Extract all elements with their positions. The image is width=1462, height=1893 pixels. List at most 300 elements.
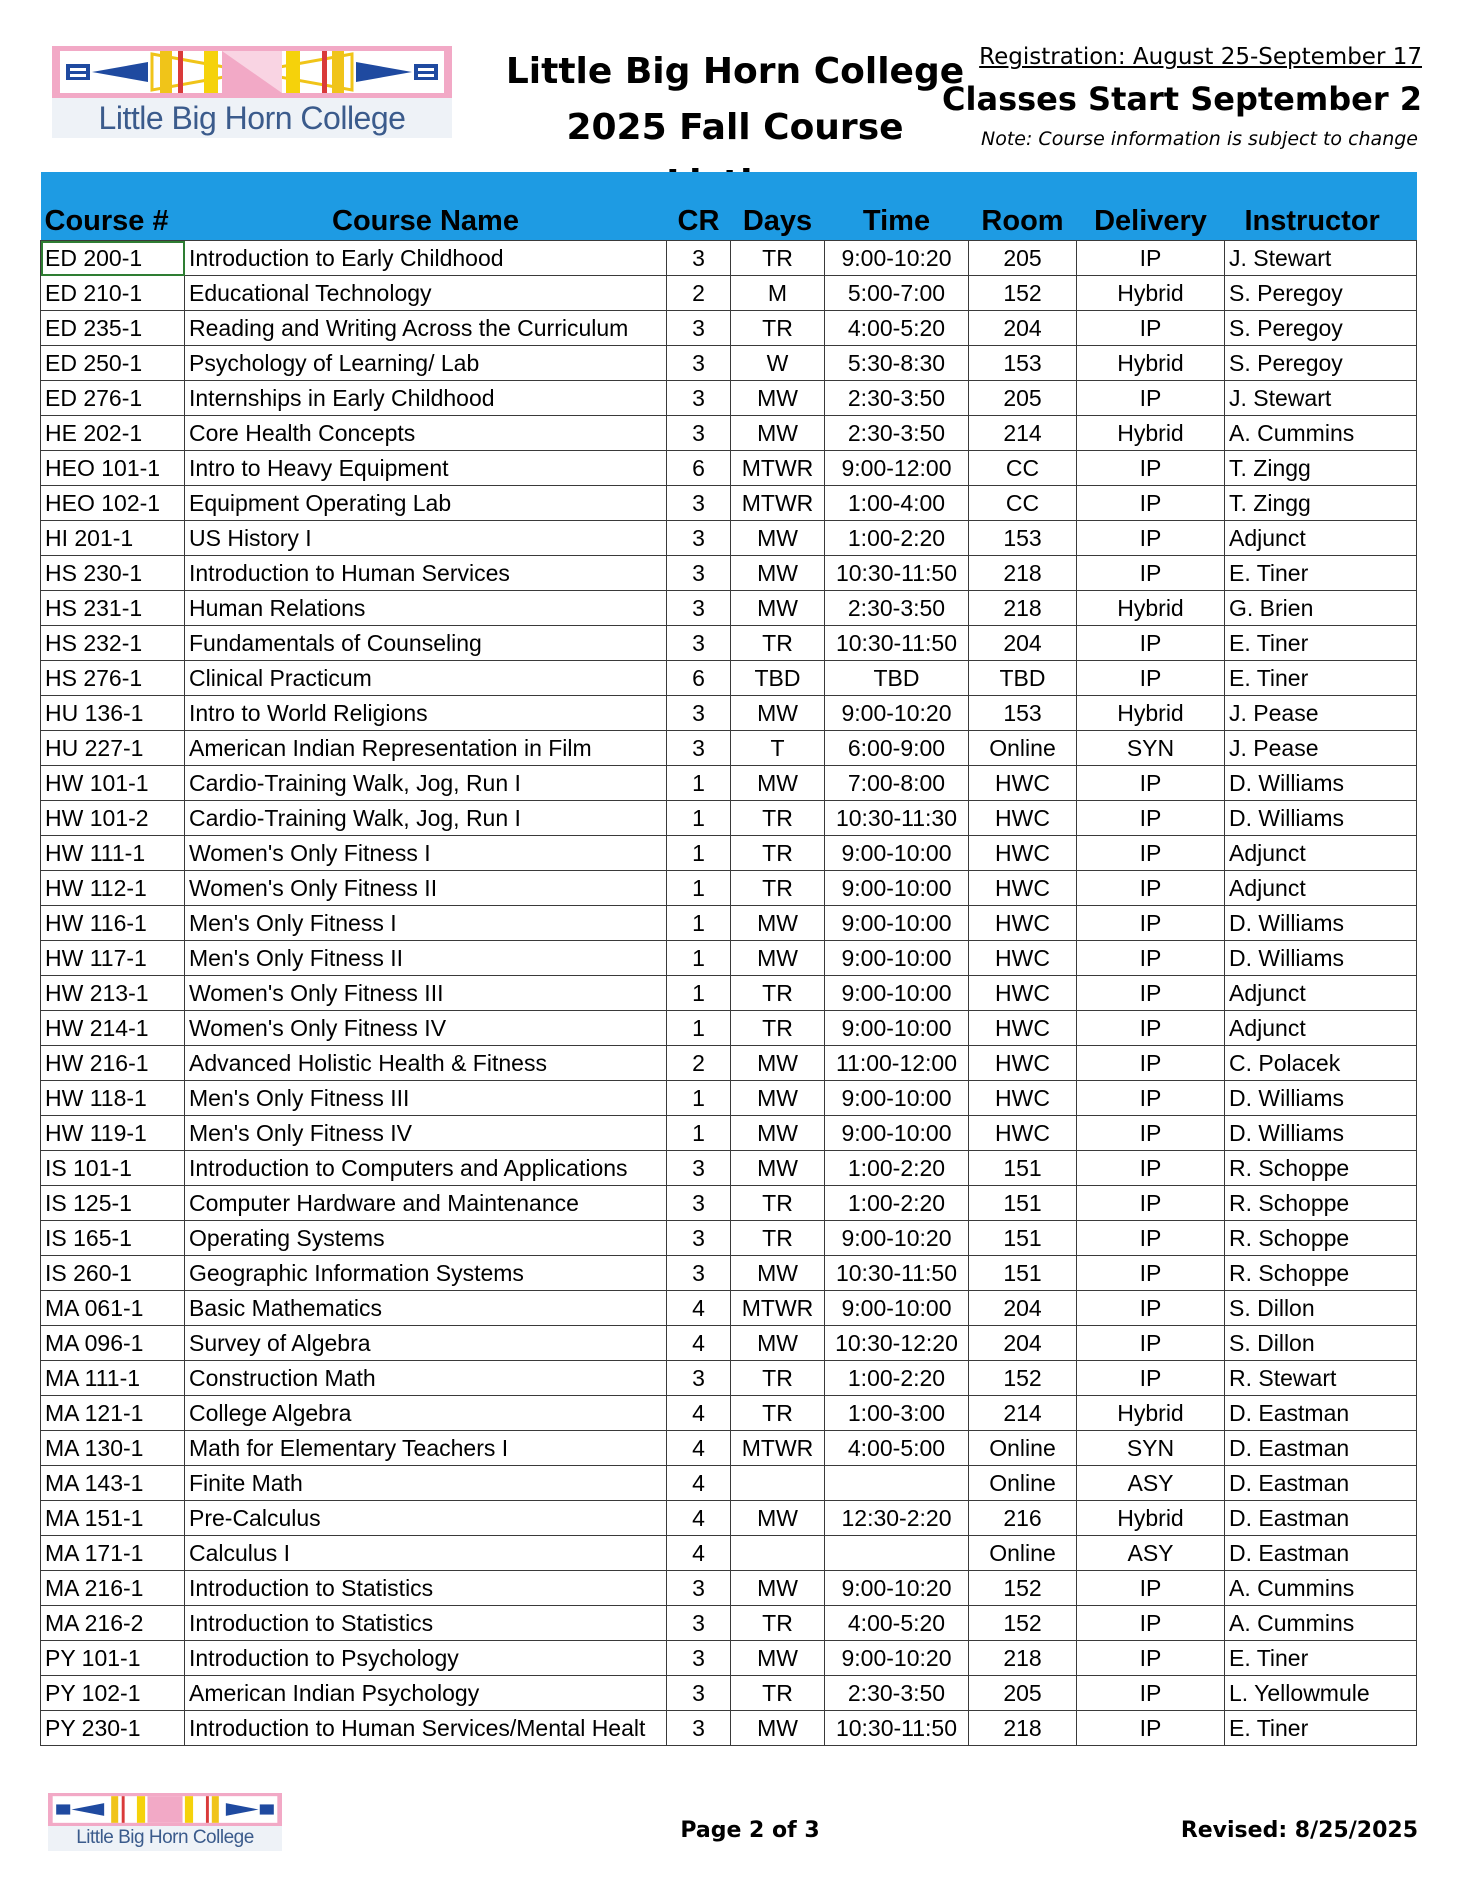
cell-credits: 1 <box>667 766 731 801</box>
logo-banner-graphic <box>52 46 452 98</box>
table-row <box>41 276 1417 311</box>
table-row <box>41 416 1417 451</box>
cell-credits: 3 <box>667 1641 731 1676</box>
table-row <box>41 1291 1417 1326</box>
page-title-line-2: 2025 Fall Course <box>566 107 904 148</box>
cell-course-name: Men's Only Fitness IV <box>185 1116 667 1151</box>
cell-time: 10:30-11:50 <box>825 1256 969 1291</box>
cell-instructor: S. Peregoy <box>1225 276 1417 311</box>
cell-course-number: HU 136-1 <box>41 696 185 731</box>
cell-time: 9:00-10:20 <box>825 1571 969 1606</box>
cell-instructor: R. Schoppe <box>1225 1221 1417 1256</box>
cell-course-number: HW 214-1 <box>41 1011 185 1046</box>
cell-time: 11:00-12:00 <box>825 1046 969 1081</box>
cell-course-number: MA 171-1 <box>41 1536 185 1571</box>
cell-credits: 3 <box>667 521 731 556</box>
cell-delivery: IP <box>1077 1256 1225 1291</box>
cell-course-number: IS 125-1 <box>41 1186 185 1221</box>
cell-course-name: Equipment Operating Lab <box>185 486 667 521</box>
column-header-credits: CR <box>667 172 731 241</box>
cell-time: 2:30-3:50 <box>825 591 969 626</box>
cell-days: TR <box>731 801 825 836</box>
cell-delivery: IP <box>1077 1676 1225 1711</box>
cell-instructor: E. Tiner <box>1225 626 1417 661</box>
cell-time <box>825 1536 969 1571</box>
cell-room: HWC <box>969 1116 1077 1151</box>
cell-time: 9:00-10:00 <box>825 871 969 906</box>
cell-instructor: S. Dillon <box>1225 1326 1417 1361</box>
cell-instructor: D. Eastman <box>1225 1431 1417 1466</box>
cell-room: HWC <box>969 1081 1077 1116</box>
cell-delivery: IP <box>1077 451 1225 486</box>
cell-instructor: D. Williams <box>1225 766 1417 801</box>
table-row <box>41 731 1417 766</box>
cell-course-number: ED 210-1 <box>41 276 185 311</box>
table-row <box>41 1116 1417 1151</box>
cell-room: 204 <box>969 1326 1077 1361</box>
cell-room: 218 <box>969 1641 1077 1676</box>
cell-credits: 3 <box>667 1606 731 1641</box>
cell-delivery: ASY <box>1077 1536 1225 1571</box>
cell-course-number: ED 276-1 <box>41 381 185 416</box>
cell-days <box>731 1536 825 1571</box>
cell-course-number: PY 101-1 <box>41 1641 185 1676</box>
cell-course-number: ED 235-1 <box>41 311 185 346</box>
cell-instructor: Adjunct <box>1225 836 1417 871</box>
cell-credits: 1 <box>667 1081 731 1116</box>
cell-credits: 3 <box>667 1256 731 1291</box>
cell-course-number: HW 119-1 <box>41 1116 185 1151</box>
cell-credits: 3 <box>667 416 731 451</box>
cell-room: Online <box>969 1431 1077 1466</box>
table-row <box>41 1046 1417 1081</box>
cell-instructor: J. Stewart <box>1225 381 1417 416</box>
cell-room: Online <box>969 1536 1077 1571</box>
table-row <box>41 1536 1417 1571</box>
cell-delivery: IP <box>1077 766 1225 801</box>
revised-date: Revised: 8/25/2025 <box>1180 1818 1418 1843</box>
table-row <box>41 1431 1417 1466</box>
cell-delivery: IP <box>1077 1291 1225 1326</box>
change-note: Note: Course information is subject to change <box>981 128 1418 150</box>
cell-days: TR <box>731 836 825 871</box>
cell-course-name: Pre-Calculus <box>185 1501 667 1536</box>
cell-delivery: IP <box>1077 1081 1225 1116</box>
cell-course-number: HS 232-1 <box>41 626 185 661</box>
cell-days: MW <box>731 416 825 451</box>
cell-room: 216 <box>969 1501 1077 1536</box>
cell-days: MW <box>731 521 825 556</box>
column-header-delivery: Delivery <box>1077 172 1225 241</box>
table-row <box>41 451 1417 486</box>
table-row <box>41 1081 1417 1116</box>
cell-instructor: E. Tiner <box>1225 556 1417 591</box>
cell-delivery: IP <box>1077 626 1225 661</box>
cell-room: 153 <box>969 521 1077 556</box>
cell-room: 218 <box>969 1711 1077 1746</box>
cell-credits: 3 <box>667 346 731 381</box>
footer-logo-text: Little Big Horn College <box>76 1827 254 1848</box>
table-row <box>41 1151 1417 1186</box>
cell-room: 153 <box>969 696 1077 731</box>
cell-credits: 3 <box>667 1571 731 1606</box>
cell-course-name: Computer Hardware and Maintenance <box>185 1186 667 1221</box>
cell-course-name: Math for Elementary Teachers I <box>185 1431 667 1466</box>
cell-days: TR <box>731 1186 825 1221</box>
cell-course-name: Clinical Practicum <box>185 661 667 696</box>
cell-instructor: R. Schoppe <box>1225 1151 1417 1186</box>
cell-time: 10:30-11:50 <box>825 556 969 591</box>
cell-course-name: Women's Only Fitness II <box>185 871 667 906</box>
cell-days: MW <box>731 906 825 941</box>
cell-delivery: IP <box>1077 1606 1225 1641</box>
cell-course-number: HW 101-2 <box>41 801 185 836</box>
cell-time: 10:30-11:30 <box>825 801 969 836</box>
cell-course-number: MA 143-1 <box>41 1466 185 1501</box>
cell-days: MW <box>731 591 825 626</box>
cell-time: 12:30-2:20 <box>825 1501 969 1536</box>
cell-delivery: SYN <box>1077 731 1225 766</box>
cell-delivery: Hybrid <box>1077 696 1225 731</box>
cell-course-number: HU 227-1 <box>41 731 185 766</box>
cell-time: 2:30-3:50 <box>825 1676 969 1711</box>
cell-course-number: MA 151-1 <box>41 1501 185 1536</box>
table-body <box>41 241 1417 1746</box>
cell-course-number: MA 216-2 <box>41 1606 185 1641</box>
cell-credits: 1 <box>667 941 731 976</box>
cell-instructor: S. Peregoy <box>1225 311 1417 346</box>
cell-course-name: Psychology of Learning/ Lab <box>185 346 667 381</box>
cell-course-number: HEO 102-1 <box>41 486 185 521</box>
cell-room: 151 <box>969 1256 1077 1291</box>
cell-delivery: IP <box>1077 1221 1225 1256</box>
cell-days: MW <box>731 696 825 731</box>
table-row <box>41 661 1417 696</box>
cell-time: 4:00-5:20 <box>825 1606 969 1641</box>
cell-room: 152 <box>969 276 1077 311</box>
cell-credits: 2 <box>667 1046 731 1081</box>
cell-room: 151 <box>969 1186 1077 1221</box>
table-row <box>41 1221 1417 1256</box>
cell-days: T <box>731 731 825 766</box>
cell-instructor: R. Stewart <box>1225 1361 1417 1396</box>
college-logo <box>52 46 452 138</box>
cell-time: 1:00-2:20 <box>825 1361 969 1396</box>
cell-course-name: Core Health Concepts <box>185 416 667 451</box>
cell-course-name: College Algebra <box>185 1396 667 1431</box>
cell-time: 9:00-10:00 <box>825 976 969 1011</box>
cell-course-name: Construction Math <box>185 1361 667 1396</box>
cell-credits: 3 <box>667 241 731 276</box>
cell-credits: 4 <box>667 1536 731 1571</box>
cell-days: TR <box>731 1676 825 1711</box>
cell-course-number: HS 230-1 <box>41 556 185 591</box>
table-header-row <box>41 172 1417 241</box>
cell-instructor: D. Eastman <box>1225 1396 1417 1431</box>
cell-time: 1:00-2:20 <box>825 1186 969 1221</box>
cell-delivery: IP <box>1077 556 1225 591</box>
table-row <box>41 1256 1417 1291</box>
cell-course-name: Men's Only Fitness II <box>185 941 667 976</box>
cell-credits: 3 <box>667 311 731 346</box>
cell-delivery: ASY <box>1077 1466 1225 1501</box>
column-header-room: Room <box>969 172 1077 241</box>
cell-days: MW <box>731 381 825 416</box>
footer-logo <box>48 1793 282 1851</box>
cell-days: MW <box>731 1501 825 1536</box>
cell-time: 4:00-5:00 <box>825 1431 969 1466</box>
table-row <box>41 1186 1417 1221</box>
cell-credits: 3 <box>667 1186 731 1221</box>
cell-course-name: Calculus I <box>185 1536 667 1571</box>
cell-days: MW <box>731 1711 825 1746</box>
cell-delivery: IP <box>1077 801 1225 836</box>
cell-days: TR <box>731 1011 825 1046</box>
cell-course-number: ED 250-1 <box>41 346 185 381</box>
cell-course-name: Introduction to Early Childhood <box>185 241 667 276</box>
cell-room: 151 <box>969 1221 1077 1256</box>
cell-room: 204 <box>969 1291 1077 1326</box>
cell-days: MW <box>731 556 825 591</box>
cell-course-name: American Indian Representation in Film <box>185 731 667 766</box>
cell-credits: 3 <box>667 1221 731 1256</box>
cell-time: 9:00-10:00 <box>825 1116 969 1151</box>
cell-delivery: IP <box>1077 1641 1225 1676</box>
cell-course-number: PY 102-1 <box>41 1676 185 1711</box>
cell-course-number: MA 061-1 <box>41 1291 185 1326</box>
cell-course-number: MA 216-1 <box>41 1571 185 1606</box>
cell-days: MTWR <box>731 1431 825 1466</box>
cell-credits: 3 <box>667 1361 731 1396</box>
cell-course-number: IS 101-1 <box>41 1151 185 1186</box>
cell-days: MTWR <box>731 486 825 521</box>
table-row <box>41 486 1417 521</box>
cell-time: 5:00-7:00 <box>825 276 969 311</box>
table-row <box>41 1396 1417 1431</box>
table-row <box>41 626 1417 661</box>
cell-credits: 1 <box>667 976 731 1011</box>
cell-instructor: D. Williams <box>1225 906 1417 941</box>
cell-credits: 1 <box>667 801 731 836</box>
cell-days: TR <box>731 871 825 906</box>
cell-time: 9:00-10:00 <box>825 836 969 871</box>
cell-credits: 3 <box>667 556 731 591</box>
cell-course-name: Men's Only Fitness I <box>185 906 667 941</box>
cell-course-name: Introduction to Statistics <box>185 1571 667 1606</box>
cell-time: 2:30-3:50 <box>825 381 969 416</box>
cell-delivery: IP <box>1077 906 1225 941</box>
table-row <box>41 801 1417 836</box>
cell-room: 205 <box>969 1676 1077 1711</box>
table-row <box>41 1571 1417 1606</box>
cell-delivery: IP <box>1077 836 1225 871</box>
cell-credits: 3 <box>667 591 731 626</box>
cell-course-name: Introduction to Statistics <box>185 1606 667 1641</box>
cell-days: M <box>731 276 825 311</box>
cell-course-name: Introduction to Human Services/Mental Healt <box>185 1711 667 1746</box>
cell-room: 153 <box>969 346 1077 381</box>
cell-instructor: S. Dillon <box>1225 1291 1417 1326</box>
cell-days: TR <box>731 626 825 661</box>
cell-delivery: IP <box>1077 1326 1225 1361</box>
cell-instructor: J. Stewart <box>1225 241 1417 276</box>
cell-instructor: Adjunct <box>1225 871 1417 906</box>
cell-instructor: L. Yellowmule <box>1225 1676 1417 1711</box>
cell-time: 2:30-3:50 <box>825 416 969 451</box>
cell-time: 9:00-10:20 <box>825 1641 969 1676</box>
cell-course-number: HW 116-1 <box>41 906 185 941</box>
cell-delivery: SYN <box>1077 1431 1225 1466</box>
column-header-days: Days <box>731 172 825 241</box>
cell-credits: 3 <box>667 486 731 521</box>
cell-credits: 1 <box>667 1116 731 1151</box>
cell-instructor: D. Eastman <box>1225 1501 1417 1536</box>
cell-instructor: D. Williams <box>1225 801 1417 836</box>
column-header-time: Time <box>825 172 969 241</box>
cell-room: 218 <box>969 556 1077 591</box>
cell-credits: 3 <box>667 1151 731 1186</box>
cell-instructor: R. Schoppe <box>1225 1256 1417 1291</box>
cell-delivery: IP <box>1077 311 1225 346</box>
cell-days: MW <box>731 1046 825 1081</box>
cell-course-number: HW 117-1 <box>41 941 185 976</box>
cell-course-name: Introduction to Human Services <box>185 556 667 591</box>
cell-course-name: Reading and Writing Across the Curriculum <box>185 311 667 346</box>
cell-credits: 3 <box>667 381 731 416</box>
cell-instructor: Adjunct <box>1225 976 1417 1011</box>
cell-delivery: IP <box>1077 871 1225 906</box>
cell-instructor: E. Tiner <box>1225 1641 1417 1676</box>
cell-time: 9:00-10:20 <box>825 1221 969 1256</box>
cell-instructor: G. Brien <box>1225 591 1417 626</box>
cell-course-name: Finite Math <box>185 1466 667 1501</box>
cell-delivery: Hybrid <box>1077 1501 1225 1536</box>
table-row <box>41 591 1417 626</box>
cell-time: 5:30-8:30 <box>825 346 969 381</box>
cell-room: HWC <box>969 766 1077 801</box>
cell-credits: 2 <box>667 276 731 311</box>
cell-course-number: ED 200-1 <box>41 241 185 276</box>
cell-course-number: HI 201-1 <box>41 521 185 556</box>
cell-course-number: HW 101-1 <box>41 766 185 801</box>
cell-delivery: IP <box>1077 1711 1225 1746</box>
cell-delivery: Hybrid <box>1077 346 1225 381</box>
cell-delivery: IP <box>1077 976 1225 1011</box>
cell-instructor: A. Cummins <box>1225 1606 1417 1641</box>
cell-room: 205 <box>969 241 1077 276</box>
cell-credits: 4 <box>667 1431 731 1466</box>
cell-delivery: IP <box>1077 1116 1225 1151</box>
logo-text: Little Big Horn College <box>98 100 406 136</box>
cell-days: TR <box>731 241 825 276</box>
cell-delivery: IP <box>1077 661 1225 696</box>
cell-course-name: Internships in Early Childhood <box>185 381 667 416</box>
cell-credits: 1 <box>667 836 731 871</box>
cell-course-name: Women's Only Fitness I <box>185 836 667 871</box>
cell-instructor: D. Williams <box>1225 1116 1417 1151</box>
cell-course-number: MA 121-1 <box>41 1396 185 1431</box>
registration-dates: Registration: August 25-September 17 <box>979 44 1422 70</box>
cell-credits: 1 <box>667 871 731 906</box>
cell-course-name: Men's Only Fitness III <box>185 1081 667 1116</box>
cell-room: TBD <box>969 661 1077 696</box>
table-row <box>41 241 1417 276</box>
table-row <box>41 836 1417 871</box>
cell-days <box>731 1466 825 1501</box>
cell-room: Online <box>969 731 1077 766</box>
cell-room: HWC <box>969 1011 1077 1046</box>
cell-instructor: Adjunct <box>1225 1011 1417 1046</box>
cell-room: HWC <box>969 976 1077 1011</box>
cell-delivery: IP <box>1077 241 1225 276</box>
cell-time: 10:30-11:50 <box>825 626 969 661</box>
cell-course-number: HW 112-1 <box>41 871 185 906</box>
cell-credits: 3 <box>667 696 731 731</box>
cell-time: 6:00-9:00 <box>825 731 969 766</box>
cell-delivery: Hybrid <box>1077 1396 1225 1431</box>
cell-course-name: Educational Technology <box>185 276 667 311</box>
cell-course-number: IS 260-1 <box>41 1256 185 1291</box>
cell-instructor: Adjunct <box>1225 521 1417 556</box>
cell-room: 218 <box>969 591 1077 626</box>
cell-instructor: C. Polacek <box>1225 1046 1417 1081</box>
cell-credits: 6 <box>667 451 731 486</box>
cell-credits: 4 <box>667 1396 731 1431</box>
cell-credits: 4 <box>667 1501 731 1536</box>
cell-room: HWC <box>969 1046 1077 1081</box>
cell-time: TBD <box>825 661 969 696</box>
cell-days: MW <box>731 1571 825 1606</box>
cell-course-number: HW 216-1 <box>41 1046 185 1081</box>
cell-time: 10:30-11:50 <box>825 1711 969 1746</box>
table-row <box>41 941 1417 976</box>
page-number: Page 2 of 3 <box>680 1818 820 1843</box>
cell-room: 205 <box>969 381 1077 416</box>
cell-credits: 4 <box>667 1291 731 1326</box>
cell-time: 9:00-10:00 <box>825 1081 969 1116</box>
cell-course-name: Intro to World Religions <box>185 696 667 731</box>
cell-course-number: HEO 101-1 <box>41 451 185 486</box>
table-row <box>41 1501 1417 1536</box>
cell-course-number: HE 202-1 <box>41 416 185 451</box>
cell-days: TR <box>731 1221 825 1256</box>
cell-days: TR <box>731 1606 825 1641</box>
cell-course-name: Advanced Holistic Health & Fitness <box>185 1046 667 1081</box>
cell-delivery: IP <box>1077 1186 1225 1221</box>
cell-days: MW <box>731 1116 825 1151</box>
cell-instructor: A. Cummins <box>1225 1571 1417 1606</box>
cell-room: CC <box>969 486 1077 521</box>
cell-room: 151 <box>969 1151 1077 1186</box>
cell-course-name: Operating Systems <box>185 1221 667 1256</box>
cell-room: Online <box>969 1466 1077 1501</box>
cell-days: MW <box>731 1256 825 1291</box>
column-header-course-number: Course # <box>41 172 185 241</box>
cell-delivery: IP <box>1077 486 1225 521</box>
cell-time: 9:00-10:00 <box>825 1291 969 1326</box>
cell-instructor: T. Zingg <box>1225 451 1417 486</box>
table-row <box>41 381 1417 416</box>
cell-instructor: D. Eastman <box>1225 1536 1417 1571</box>
cell-credits: 3 <box>667 1676 731 1711</box>
cell-time <box>825 1466 969 1501</box>
cell-days: TR <box>731 311 825 346</box>
cell-instructor: J. Pease <box>1225 696 1417 731</box>
classes-start-date: Classes Start September 2 <box>942 80 1422 118</box>
table-row <box>41 521 1417 556</box>
cell-instructor: T. Zingg <box>1225 486 1417 521</box>
cell-time: 1:00-2:20 <box>825 521 969 556</box>
